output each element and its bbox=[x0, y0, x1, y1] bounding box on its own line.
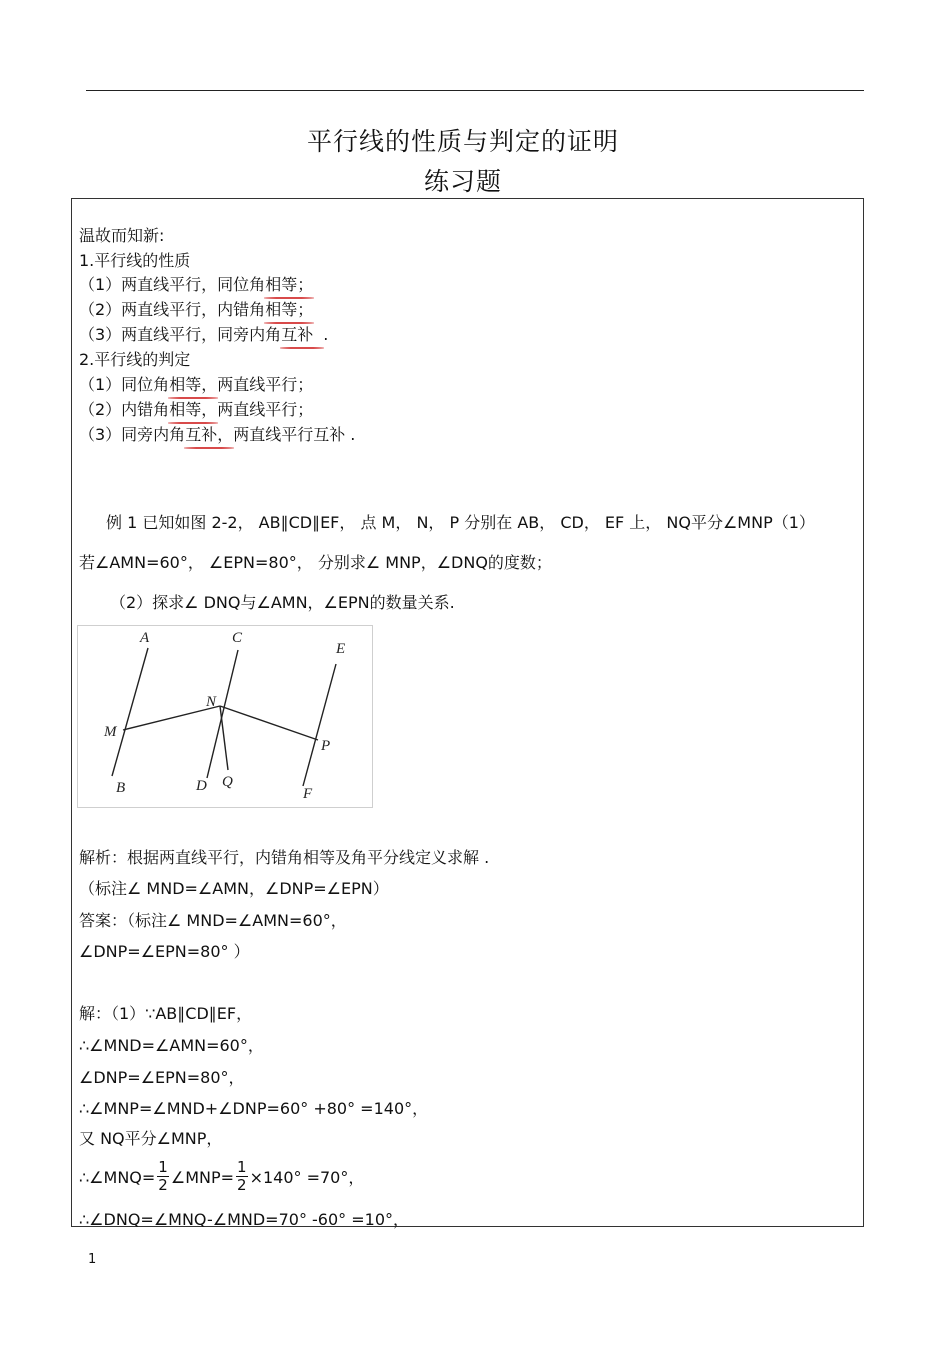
section1-title: 1.平行线的性质 bbox=[79, 251, 191, 270]
criterion-2-end: 两直线平行； bbox=[217, 400, 314, 419]
property-2 bbox=[79, 299, 313, 321]
fraction-numerator: 1 bbox=[237, 1158, 247, 1176]
criterion-1 bbox=[79, 374, 313, 396]
answer-line-2: ∠DNP=∠EPN=80° ） bbox=[79, 942, 250, 961]
example-line-3: （2）探求∠ DNQ与∠AMN，∠EPN的数量关系. bbox=[110, 593, 455, 612]
fraction-denominator: 2 bbox=[237, 1176, 247, 1194]
analysis-line-1: 解析：根据两直线平行，内错角相等及角平分线定义求解 . bbox=[79, 848, 490, 867]
line-ab bbox=[112, 648, 148, 776]
solution-line-6-b: ∠MNP= bbox=[170, 1168, 235, 1187]
label-d: D bbox=[196, 778, 207, 794]
solution-line-7: ∴∠DNQ=∠MNQ-∠MND=70° -60° =10°， bbox=[79, 1210, 410, 1229]
geometry-figure bbox=[77, 625, 373, 808]
fraction-numerator: 1 bbox=[158, 1158, 168, 1176]
analysis-line-2: （标注∠ MND=∠AMN，∠DNP=∠EPN） bbox=[79, 879, 389, 898]
criterion-3-text: （3）同旁内角 bbox=[79, 425, 186, 444]
criterion-3-end: 两直线平行互补 . bbox=[233, 425, 356, 444]
page-number: 1 bbox=[88, 1252, 97, 1267]
criterion-1-answer: 相等， bbox=[169, 375, 218, 394]
solution-line-5: 又 NQ平分∠MNP， bbox=[79, 1129, 223, 1148]
solution-line-6 bbox=[79, 1160, 364, 1196]
property-3-text: （3）两直线平行，同旁内角 bbox=[79, 325, 282, 344]
segment-np bbox=[220, 706, 318, 740]
label-c: C bbox=[232, 630, 243, 646]
page-subtitle: 练习题 bbox=[423, 167, 502, 196]
property-1 bbox=[79, 274, 313, 296]
review-heading: 温故而知新: bbox=[79, 226, 165, 245]
solution-line-2: ∴∠MND=∠AMN=60°， bbox=[79, 1036, 264, 1055]
answer-line-1: 答案：（标注∠ MND=∠AMN=60°， bbox=[79, 911, 347, 930]
criterion-2-text: （2）内错角 bbox=[79, 400, 170, 419]
example-line-2: 若∠AMN=60°， ∠EPN=80°， 分别求∠ MNP，∠DNQ的度数； bbox=[79, 553, 552, 572]
label-n: N bbox=[206, 694, 217, 710]
header-rule bbox=[86, 90, 864, 91]
criterion-3-answer: 互补， bbox=[185, 425, 234, 444]
fraction-denominator: 2 bbox=[158, 1176, 168, 1194]
property-1-answer: 相等； bbox=[265, 275, 314, 294]
page-title: 平行线的性质与判定的证明 bbox=[306, 127, 619, 156]
property-1-text: （1）两直线平行，同位角 bbox=[79, 275, 266, 294]
criterion-3 bbox=[79, 424, 355, 446]
criterion-1-text: （1）同位角 bbox=[79, 375, 170, 394]
criterion-1-end: 两直线平行； bbox=[217, 375, 314, 394]
property-3 bbox=[79, 324, 328, 346]
label-q: Q bbox=[222, 774, 233, 790]
line-ef bbox=[303, 664, 336, 786]
figure-svg bbox=[78, 626, 372, 807]
fraction-half-1 bbox=[157, 1159, 169, 1194]
criterion-2-answer: 相等， bbox=[169, 400, 218, 419]
label-f: F bbox=[303, 786, 313, 802]
label-a: A bbox=[140, 630, 150, 646]
section2-title: 2.平行线的判定 bbox=[79, 350, 191, 369]
label-p: P bbox=[321, 738, 331, 754]
solution-line-1: 解：（1）∵AB∥CD∥EF， bbox=[79, 1004, 253, 1023]
solution-line-3: ∠DNP=∠EPN=80°， bbox=[79, 1068, 245, 1087]
example-line-1: 例 1 已知如图 2-2， AB∥CD∥EF， 点 M， N， P 分别在 AB， CD， EF 上， NQ平分∠MNP（1） bbox=[106, 513, 815, 532]
line-cd bbox=[207, 650, 238, 778]
solution-line-4: ∴∠MNP=∠MND+∠DNP=60° +80° =140°， bbox=[79, 1099, 429, 1118]
criterion-2 bbox=[79, 399, 313, 421]
solution-line-6-a: ∴∠MNQ= bbox=[79, 1168, 156, 1187]
fraction-half-2 bbox=[236, 1159, 248, 1194]
label-b: B bbox=[116, 780, 126, 796]
solution-line-6-c: ×140° =70°， bbox=[249, 1168, 365, 1187]
ray-nq bbox=[220, 706, 228, 770]
property-3-end: . bbox=[323, 325, 329, 344]
label-e: E bbox=[336, 641, 346, 657]
property-2-text: （2）两直线平行，内错角 bbox=[79, 300, 266, 319]
property-3-answer: 互补 bbox=[281, 324, 323, 346]
property-2-answer: 相等； bbox=[265, 300, 314, 319]
label-m: M bbox=[104, 724, 117, 740]
